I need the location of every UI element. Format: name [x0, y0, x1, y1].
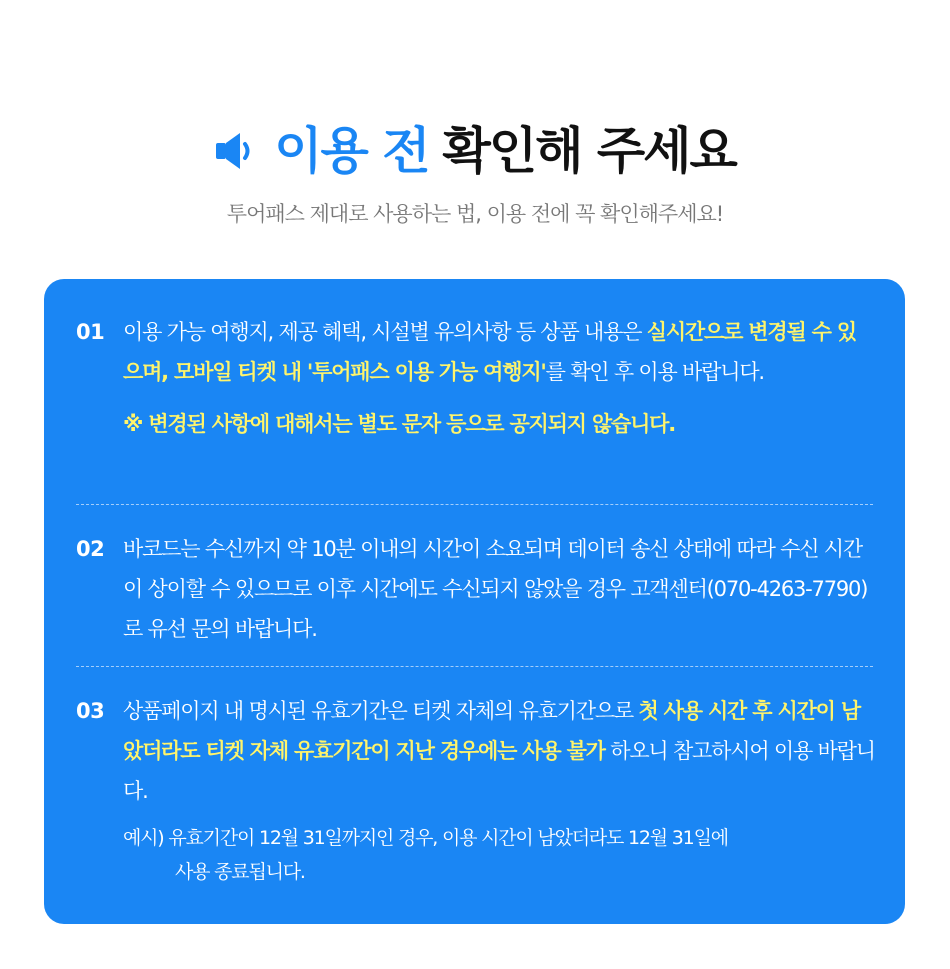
- item-text-end: 하오니 참고하시어 이용 바랍니다.: [123, 739, 875, 803]
- divider: [76, 666, 873, 667]
- item-body: [123, 312, 875, 444]
- item-text: 바코드는 수신까지 약 10분 이내의 시간이 소요되며 데이터 송신 상태에 따라 수신 시간이 상이할 수 있으므로 이후 시간에도 수신되지 않았을 경우 고객센터(070-4263-7790)로 유선 문의 바랍니다.: [123, 537, 868, 641]
- example-line-1: 예시) 유효기간이 12월 31일까지인 경우, 이용 시간이 남았더라도 12월 31일에: [123, 827, 728, 849]
- item-number: 03: [76, 699, 105, 723]
- item-highlight: 첫 사용 시간 후 시간이 남았더라도 티켓 자체 유효기간이 지난 경우에는 사용 불가: [123, 699, 860, 763]
- divider: [76, 504, 873, 505]
- speaker-icon: [214, 129, 260, 173]
- subtitle: 투어패스 제대로 사용하는 법, 이용 전에 꼭 확인해주세요!: [226, 202, 724, 226]
- title-rest: 확인해 주세요: [442, 122, 736, 180]
- item-highlight: 실시간으로 변경될 수 있으며, 모바일 티켓 내 '투어패스 이용 가능 여행지': [123, 320, 856, 384]
- item-example: [123, 821, 875, 889]
- item-text: 이용 가능 여행지, 제공 혜택, 시설별 유의사항 등 상품 내용은: [123, 320, 647, 344]
- item-body: [123, 529, 875, 649]
- item-number: 02: [76, 537, 105, 561]
- header: [0, 118, 950, 228]
- item-text-end: 를 확인 후 이용 바랍니다.: [545, 360, 764, 384]
- notice-panel: [44, 279, 905, 924]
- example-line-2: 사용 종료됩니다.: [175, 861, 305, 883]
- title-accent: 이용 전: [274, 122, 429, 180]
- item-text: 상품페이지 내 명시된 유효기간은 티켓 자체의 유효기간으로: [123, 699, 639, 723]
- item-body: [123, 691, 875, 889]
- item-number: 01: [76, 320, 105, 344]
- item-note: ※ 변경된 사항에 대해서는 별도 문자 등으로 공지되지 않습니다.: [123, 412, 676, 436]
- page-title: [214, 118, 736, 184]
